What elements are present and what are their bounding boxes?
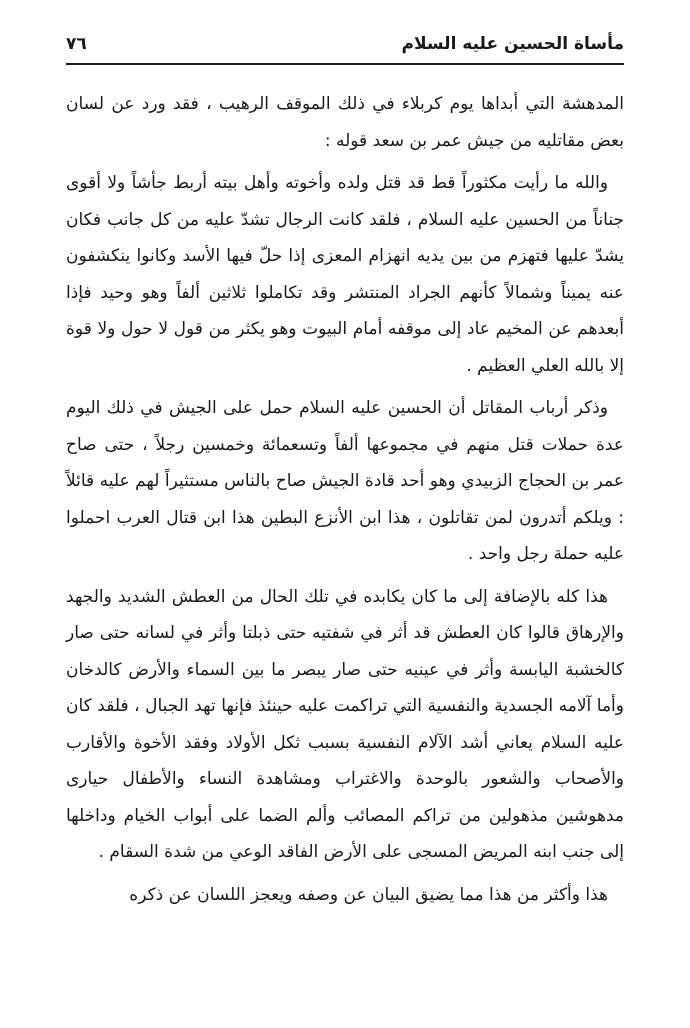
page-number: ٧٦ [66, 34, 87, 54]
running-title: مأساة الحسين عليه السلام [401, 34, 624, 54]
header-divider [66, 63, 624, 65]
paragraph-3: وذكر أرباب المقاتل أن الحسين عليه السلام حمل على الجيش في ذلك اليوم عدة حملات قتل منهم في مجموعها ألفاً وتسعمائة وخمسين رجلاً ، حتى صاح عمر بن الحجاج الزبيدي وهو أحد قادة الجيش صاح بالناس مستثيراً لهم عليه قائلاً : ويلكم أتدرون لمن تقاتلون ، هذا ابن الأنزع البطين هذا ابن قتال العرب احملوا عليه حملة رجل واحد . [66, 398, 624, 564]
paragraph-1: المدهشة التي أبداها يوم كربلاء في ذلك الموقف الرهيب ، فقد ورد عن لسان بعض مقاتليه من جيش عمر بن سعد قوله : [66, 94, 624, 151]
paragraph-2: والله ما رأيت مكثوراً قط قد قتل ولده وأخوته وأهل بيته أربط جأشاً ولا أقوى جناناً من الحسين عليه السلام ، فلقد كانت الرجال تشدّ عليه من كل جانب فكان يشدّ عليها فتهزم من بين يديه انهزام المعزى إذا حلّ فيها الأسد وكانوا ينكشفون عنه يميناً وشمالاً كأنهم الجراد المنتشر وقد تكاملوا ثلاثين ألفاً وهو وحيد فإذا أبعدهم عن المخيم عاد إلى موقفه أمام البيوت وهو يكثر من قول لا حول ولا قوة إلا بالله العلي العظيم . [66, 173, 624, 376]
page-header [66, 30, 624, 60]
body-text [66, 86, 624, 919]
paragraph-5: هذا وأكثر من هذا مما يضيق البيان عن وصفه ويعجز اللسان عن ذكره [129, 884, 608, 905]
paragraph-4: هذا كله بالإضافة إلى ما كان يكابده في تلك الحال من العطش الشديد والجهد والإرهاق قالوا كان العطش قد أثر في شفتيه حتى ذبلتا وأثر في لسانه حتى صار كالخشبة اليابسة وأثر في عينيه حتى صار يبصر ما بين السماء والأرض كالدخان وأما آلامه الجسدية والنفسية التي تراكمت عليه حينئذ فإنها تهد الجبال ، فلقد كان عليه السلام يعاني أشد الآلام النفسية بسبب ثكل الأولاد وفقد الأخوة والأقارب والأصحاب والشعور بالوحدة والاغتراب ومشاهدة النساء والأطفال حيارى مدهوشين مذهولين من تراكم المصائب وألم الضما على أبواب الخيام وداخلها إلى جنب ابنه المريض المسجى على الأرض الفاقد الوعي من شدة السقام . [66, 586, 624, 862]
